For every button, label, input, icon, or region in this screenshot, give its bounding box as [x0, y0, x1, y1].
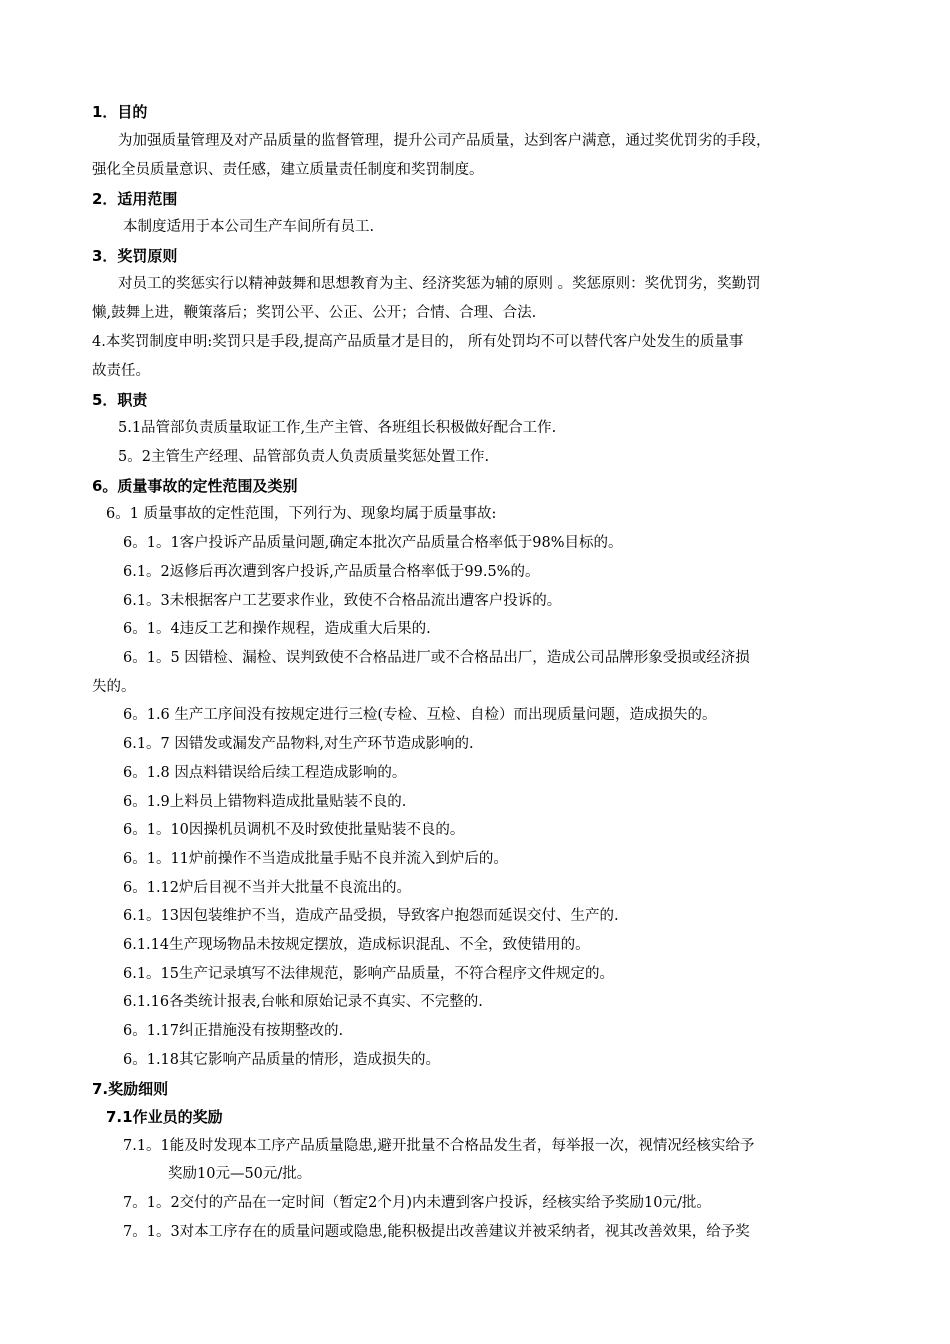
- section-3-heading: 3．奖罚原则: [92, 247, 178, 265]
- section-3-paragraph-line-2: 懒,鼓舞上进，鞭策落后；奖罚公平、公正、公开；合情、合理、合法.: [92, 305, 537, 321]
- section-6-item: 6。1.6 生产工序间没有按规定进行三检(专检、互检、自检）而出现质量问题，造成损失的。: [123, 707, 717, 723]
- section-7-1-item: 7。1。3对本工序存在的质量问题或隐患,能积极提出改善建议并被采纳者，视其改善效果，给予奖: [123, 1224, 750, 1240]
- section-5-item-2: 5。2主管生产经理、品管部负责人负责质量奖惩处置工作.: [118, 449, 490, 465]
- section-4-paragraph-line-2: 故责任。: [92, 363, 150, 379]
- section-6-heading: 6。质量事故的定性范围及类别: [92, 477, 298, 495]
- section-6-item: 6.1。15生产记录填写不法律规范，影响产品质量，不符合程序文件规定的。: [123, 966, 615, 982]
- section-6-item: 6。1。11炉前操作不当造成批量手贴不良并流入到炉后的。: [123, 851, 508, 867]
- section-7-1-item: 7.1。1能及时发现本工序产品质量隐患,避开批量不合格品发生者，每举报一次，视情况经核实给予: [123, 1138, 755, 1154]
- section-6-item: 6。1.17纠正措施没有按期整改的.: [123, 1023, 344, 1039]
- section-4-paragraph-line-1: 4.本奖罚制度申明:奖罚只是手段,提高产品质量才是目的， 所有处罚均不可以替代客户处发生的质量事: [92, 334, 744, 350]
- section-6-item: 6.1。7 因错发或漏发产品物料,对生产环节造成影响的.: [123, 736, 474, 752]
- section-2-paragraph: 本制度适用于本公司生产车间所有员工.: [123, 219, 375, 235]
- section-6-item: 6。1。4违反工艺和操作规程，造成重大后果的.: [123, 621, 431, 637]
- section-5-item-1: 5.1品管部负责质量取证工作,生产主管、各班组长积极做好配合工作.: [118, 420, 557, 436]
- section-7-1-item: 7。1。2交付的产品在一定时间（暂定2个月)内未遭到客户投诉，经核实给予奖励10元/批。: [123, 1195, 711, 1211]
- section-7-1-heading: 7.1作业员的奖励: [106, 1108, 223, 1126]
- section-5-heading: 5．职责: [92, 391, 148, 409]
- section-6-item: 6.1。2返修后再次遭到客户投诉,产品质量合格率低于99.5%的。: [123, 564, 540, 580]
- section-7-heading: 7.奖励细则: [92, 1080, 169, 1098]
- section-6-item: 6.1。3未根据客户工艺要求作业，致使不合格品流出遭客户投诉的。: [123, 593, 562, 609]
- section-6-item: 6。1。1客户投诉产品质量问题,确定本批次产品质量合格率低于98%目标的。: [123, 535, 623, 551]
- section-6-intro: 6。1 质量事故的定性范围，下列行为、现象均属于质量事故:: [106, 506, 497, 522]
- section-6-item: 6.1.16各类统计报表,台帐和原始记录不真实、不完整的.: [123, 994, 483, 1010]
- section-6-item: 6。1.9上料员上错物料造成批量贴装不良的.: [123, 794, 407, 810]
- section-6-item-continuation: 失的。: [92, 679, 136, 695]
- section-7-1-item-continuation: 奖励10元—50元/批。: [168, 1166, 312, 1182]
- section-6-item: 6.1.14生产现场物品未按规定摆放，造成标识混乱、不全，致使错用的。: [123, 937, 590, 953]
- section-6-item: 6。1.18其它影响产品质量的情形，造成损失的。: [123, 1052, 441, 1068]
- section-1-paragraph-line-2: 强化全员质量意识、责任感，建立质量责任制度和奖罚制度。: [92, 162, 484, 178]
- section-1-paragraph-line-1: 为加强质量管理及对产品质量的监督管理，提升公司产品质量，达到客户满意，通过奖优罚劣的手段，: [118, 133, 771, 149]
- section-6-item: 6。1.8 因点料错误给后续工程造成影响的。: [123, 765, 407, 781]
- section-2-heading: 2．适用范围: [92, 190, 178, 208]
- section-6-item: 6。1.12炉后目视不当并大批量不良流出的。: [123, 880, 412, 896]
- section-3-paragraph-line-1: 对员工的奖惩实行以精神鼓舞和思想教育为主、经济奖惩为辅的原则 。奖惩原则：奖优罚劣，奖勤罚: [118, 276, 761, 292]
- section-6-item: 6。1。5 因错检、漏检、误判致使不合格品进厂或不合格品出厂，造成公司品牌形象受损或经济损: [123, 650, 750, 666]
- section-6-item: 6.1。13因包装维护不当，造成产品受损，导致客户抱怨而延误交付、生产的.: [123, 908, 619, 924]
- section-1-heading: 1．目的: [92, 103, 148, 121]
- section-6-item: 6。1。10因操机员调机不及时致使批量贴装不良的。: [123, 822, 465, 838]
